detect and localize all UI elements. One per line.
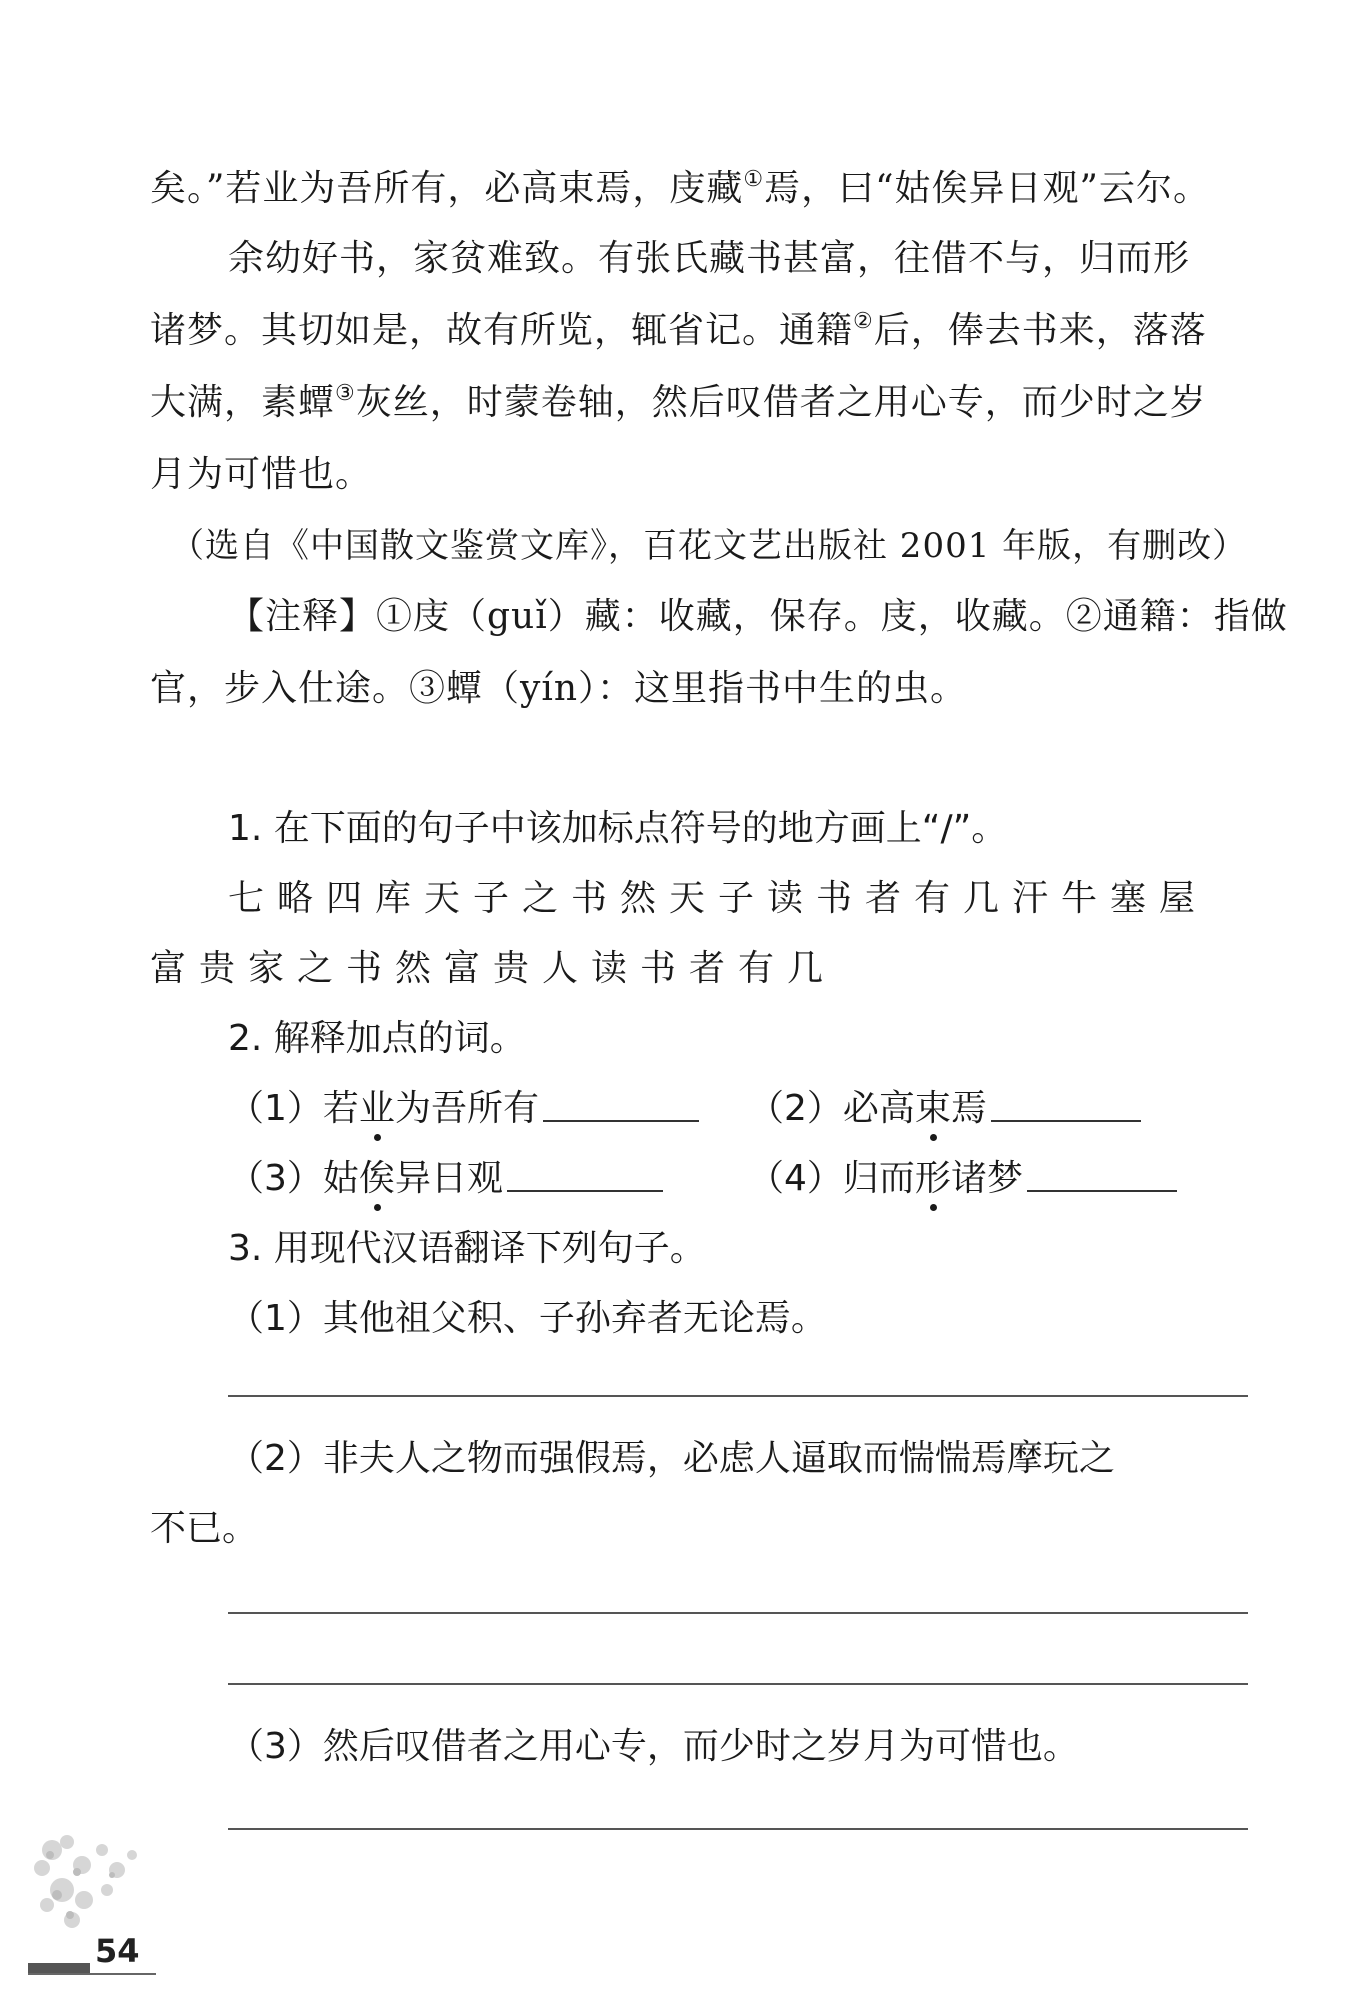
notes-line-2: 官，步入仕途。③蟫（yín）：这里指书中生的虫。 bbox=[150, 668, 968, 709]
passage-line-4: 大满，素蟫③灰丝，时蒙卷轴，然后叹借者之用心专，而少时之岁 bbox=[150, 381, 1207, 423]
question-2-item-3: （3）姑俟异日观 bbox=[228, 1150, 663, 1201]
source-citation: （选自《中国散文鉴赏文库》，百花文艺出版社 2001 年版，有删改） bbox=[170, 526, 1248, 566]
footnote-mark-3: ③ bbox=[335, 381, 356, 406]
question-3-item-2: （2）非夫人之物而强假焉，必虑人逼取而惴惴焉摩玩之 bbox=[228, 1438, 1115, 1479]
passage-line-3: 诸梦。其切如是，故有所览，辄省记。通籍②后，俸去书来，落落 bbox=[150, 309, 1207, 351]
flower-decoration-icon bbox=[22, 1820, 172, 1940]
question-2-item-4: （4）归而形诸梦 bbox=[748, 1150, 1177, 1201]
answer-line[interactable] bbox=[228, 1828, 1248, 1830]
dotted-word: 形 bbox=[914, 1158, 951, 1199]
question-1-line-1: 七略四库天子之书然天子读书者有几汗牛塞屋 bbox=[228, 878, 1209, 919]
answer-line[interactable] bbox=[228, 1612, 1248, 1614]
passage-line-1: 矣。”若业为吾所有，必高束焉，庋藏①焉，曰“姑俟异日观”云尔。 bbox=[150, 167, 1210, 209]
answer-blank[interactable] bbox=[1027, 1160, 1177, 1192]
dotted-word: 束 bbox=[914, 1088, 951, 1129]
page-number-underline bbox=[28, 1973, 156, 1975]
answer-blank[interactable] bbox=[507, 1160, 663, 1192]
answer-line[interactable] bbox=[228, 1683, 1248, 1685]
question-1-line-2: 富贵家之书然富贵人读书者有几 bbox=[150, 948, 837, 989]
dotted-word: 俟 bbox=[358, 1158, 395, 1199]
question-3-item-3: （3）然后叹借者之用心专，而少时之岁月为可惜也。 bbox=[228, 1726, 1079, 1767]
question-3-item-2-cont: 不已。 bbox=[150, 1508, 259, 1549]
notes-line-1: 【注释】①庋（guǐ）藏：收藏，保存。庋，收藏。②通籍：指做 bbox=[228, 596, 1288, 637]
answer-blank[interactable] bbox=[991, 1090, 1141, 1122]
question-2-item-1: （1）若业为吾所有 bbox=[228, 1080, 699, 1131]
question-3-title: 3. 用现代汉语翻译下列句子。 bbox=[228, 1228, 706, 1269]
page-number-bar bbox=[28, 1963, 90, 1973]
question-1-title: 1. 在下面的句子中该加标点符号的地方画上“/”。 bbox=[228, 808, 1008, 849]
footnote-mark-2: ② bbox=[853, 309, 874, 334]
passage-line-5: 月为可惜也。 bbox=[150, 454, 373, 495]
page-number: 54 bbox=[95, 1932, 140, 1970]
question-3-item-1: （1）其他祖父积、子孙弃者无论焉。 bbox=[228, 1298, 827, 1339]
answer-line[interactable] bbox=[228, 1395, 1248, 1397]
dotted-word: 业 bbox=[358, 1088, 395, 1129]
passage-line-2: 余幼好书，家贫难致。有张氏藏书甚富，往借不与，归而形 bbox=[228, 238, 1191, 279]
answer-blank[interactable] bbox=[543, 1090, 699, 1122]
question-2-title: 2. 解释加点的词。 bbox=[228, 1018, 526, 1059]
footnote-mark-1: ① bbox=[743, 167, 765, 192]
question-2-item-2: （2）必高束焉 bbox=[748, 1080, 1141, 1131]
